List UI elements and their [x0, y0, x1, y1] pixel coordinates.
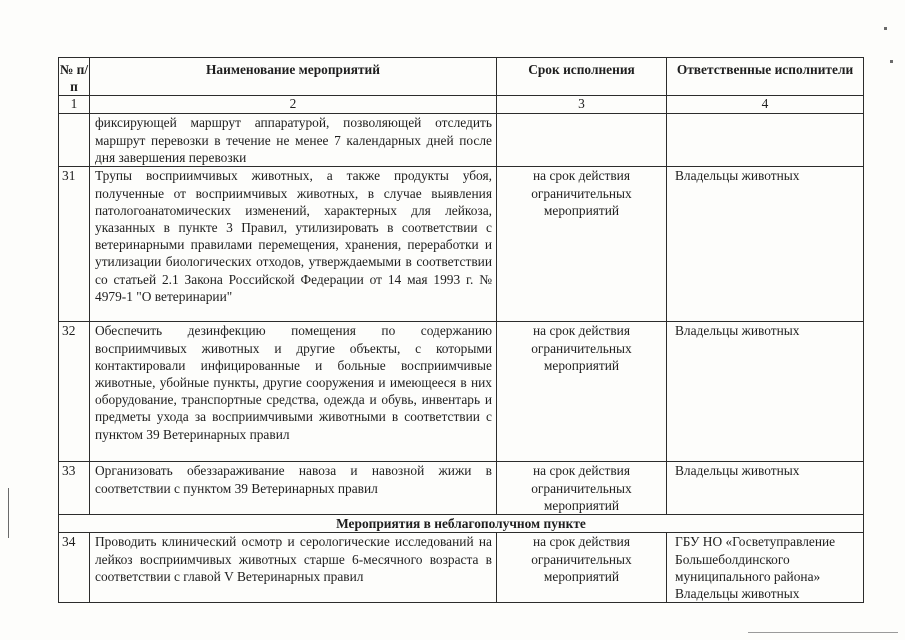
col-number-1: 1 [59, 96, 90, 114]
header-deadline: Срок исполнения [497, 58, 667, 96]
table-row [59, 462, 864, 515]
header-name: Наименование мероприятий [90, 58, 497, 96]
col-number-4: 4 [667, 96, 864, 114]
measures-table [58, 57, 864, 603]
table-row [59, 533, 864, 603]
scan-edge-line [748, 632, 898, 633]
header-responsible: Ответственные исполнители [667, 58, 864, 96]
row-name: Организовать обеззараживание навоза и навозной жижи в соответствии с пунктом 39 Ветеринарных правил [90, 462, 497, 515]
column-numbers-row [59, 96, 864, 114]
section-row [59, 515, 864, 533]
row-deadline: на срок действия ограничительных мероприятий [497, 167, 667, 322]
row-num [59, 114, 90, 167]
row-num: 31 [59, 167, 90, 322]
row-name: Проводить клинический осмотр и серологические исследований на лейкоз восприимчивых животных старше 6-месячного возраста в соответствии с главой V Ветеринарных правил [90, 533, 497, 603]
row-responsible: Владельцы животных [667, 167, 864, 322]
scan-dot [884, 27, 887, 30]
row-name: Обеспечить дезинфекцию помещения по содержанию восприимчивых животных и другие объекты, с которыми контактировали инфицированные и больные восприимчивые животные, убойные пункты, другие сооружения и имеющееся в них оборудование, транспортные средства, одежда и обувь, инвентарь и предметы ухода за восприимчивыми животными в соответствии с пунктом 39 Ветеринарных правил [90, 322, 497, 462]
table-row [59, 114, 864, 167]
row-num: 33 [59, 462, 90, 515]
row-deadline: на срок действия ограничительных мероприятий [497, 533, 667, 603]
row-deadline [497, 114, 667, 167]
table-header-row [59, 58, 864, 96]
section-title: Мероприятия в неблагополучном пункте [59, 515, 864, 533]
row-responsible: Владельцы животных [667, 322, 864, 462]
row-name: Трупы восприимчивых животных, а также продукты убоя, полученные от восприимчивых животных, в случае выявления патологоанатомических изменений, характерных для лейкоза, указанных в пункте 3 Правил, утилизировать в соответствии с ветеринарными правилами перемещения, хранения, переработки и утилизации биологических отходов, утверждаемыми в соответствии со статьей 2.1 Закона Российской Федерации от 14 мая 1993 г. № 4979-1 "О ветеринарии" [90, 167, 497, 322]
row-deadline: на срок действия ограничительных мероприятий [497, 462, 667, 515]
row-responsible [667, 114, 864, 167]
header-num: № п/п [59, 58, 90, 96]
row-num: 34 [59, 533, 90, 603]
row-responsible: ГБУ НО «Госветуправление Большеболдинского муниципального района» Владельцы животных [667, 533, 864, 603]
row-responsible: Владельцы животных [667, 462, 864, 515]
row-deadline: на срок действия ограничительных мероприятий [497, 322, 667, 462]
scan-dot [890, 60, 893, 63]
col-number-3: 3 [497, 96, 667, 114]
row-name: фиксирующей маршрут аппаратурой, позволяющей отследить маршрут перевозки в течение не менее 7 календарных дней после дня завершения перевозки [90, 114, 497, 167]
scan-edge-mark [8, 488, 9, 538]
row-num: 32 [59, 322, 90, 462]
col-number-2: 2 [90, 96, 497, 114]
table-row [59, 167, 864, 322]
table-row [59, 322, 864, 462]
